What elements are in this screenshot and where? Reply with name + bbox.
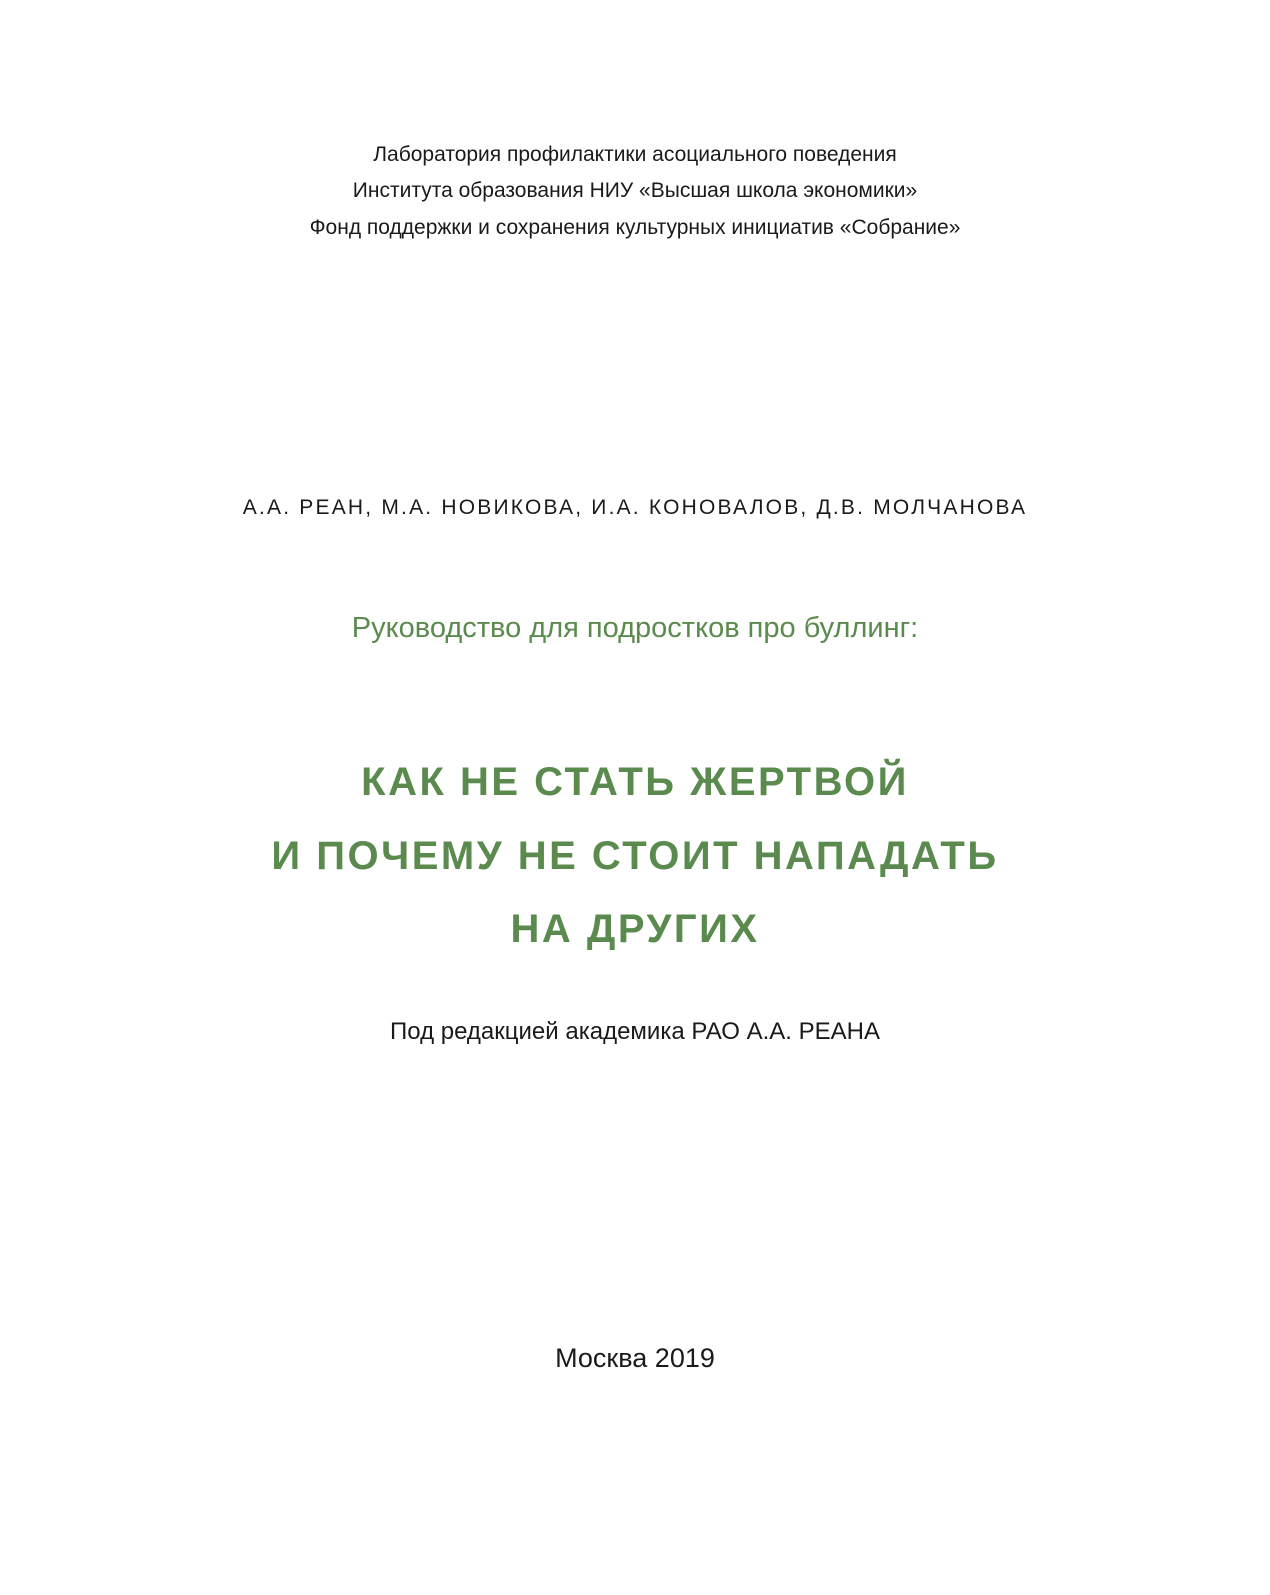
book-subtitle: Руководство для подростков про буллинг:	[351, 612, 919, 644]
book-title-line-1: КАК НЕ СТАТЬ ЖЕРТВОЙ	[361, 760, 909, 804]
book-title-line-2: И ПОЧЕМУ НЕ СТОИТ НАПАДАТЬ	[271, 834, 999, 878]
city-year: Москва 2019	[555, 1343, 715, 1373]
organization-line-2: Института образования НИУ «Высшая школа экономики»	[352, 179, 918, 202]
organization-line-1: Лаборатория профилактики асоциального поведения	[373, 143, 897, 166]
authors: А.А. РЕАН, М.А. НОВИКОВА, И.А. КОНОВАЛОВ, Д.В. МОЛЧАНОВА	[242, 496, 1028, 519]
book-title-line-3: НА ДРУГИХ	[510, 907, 760, 951]
editor-credit: Под редакцией академика РАО А.А. РЕАНА	[390, 1018, 880, 1045]
organization-line-3: Фонд поддержки и сохранения культурных инициатив «Собрание»	[309, 216, 961, 239]
